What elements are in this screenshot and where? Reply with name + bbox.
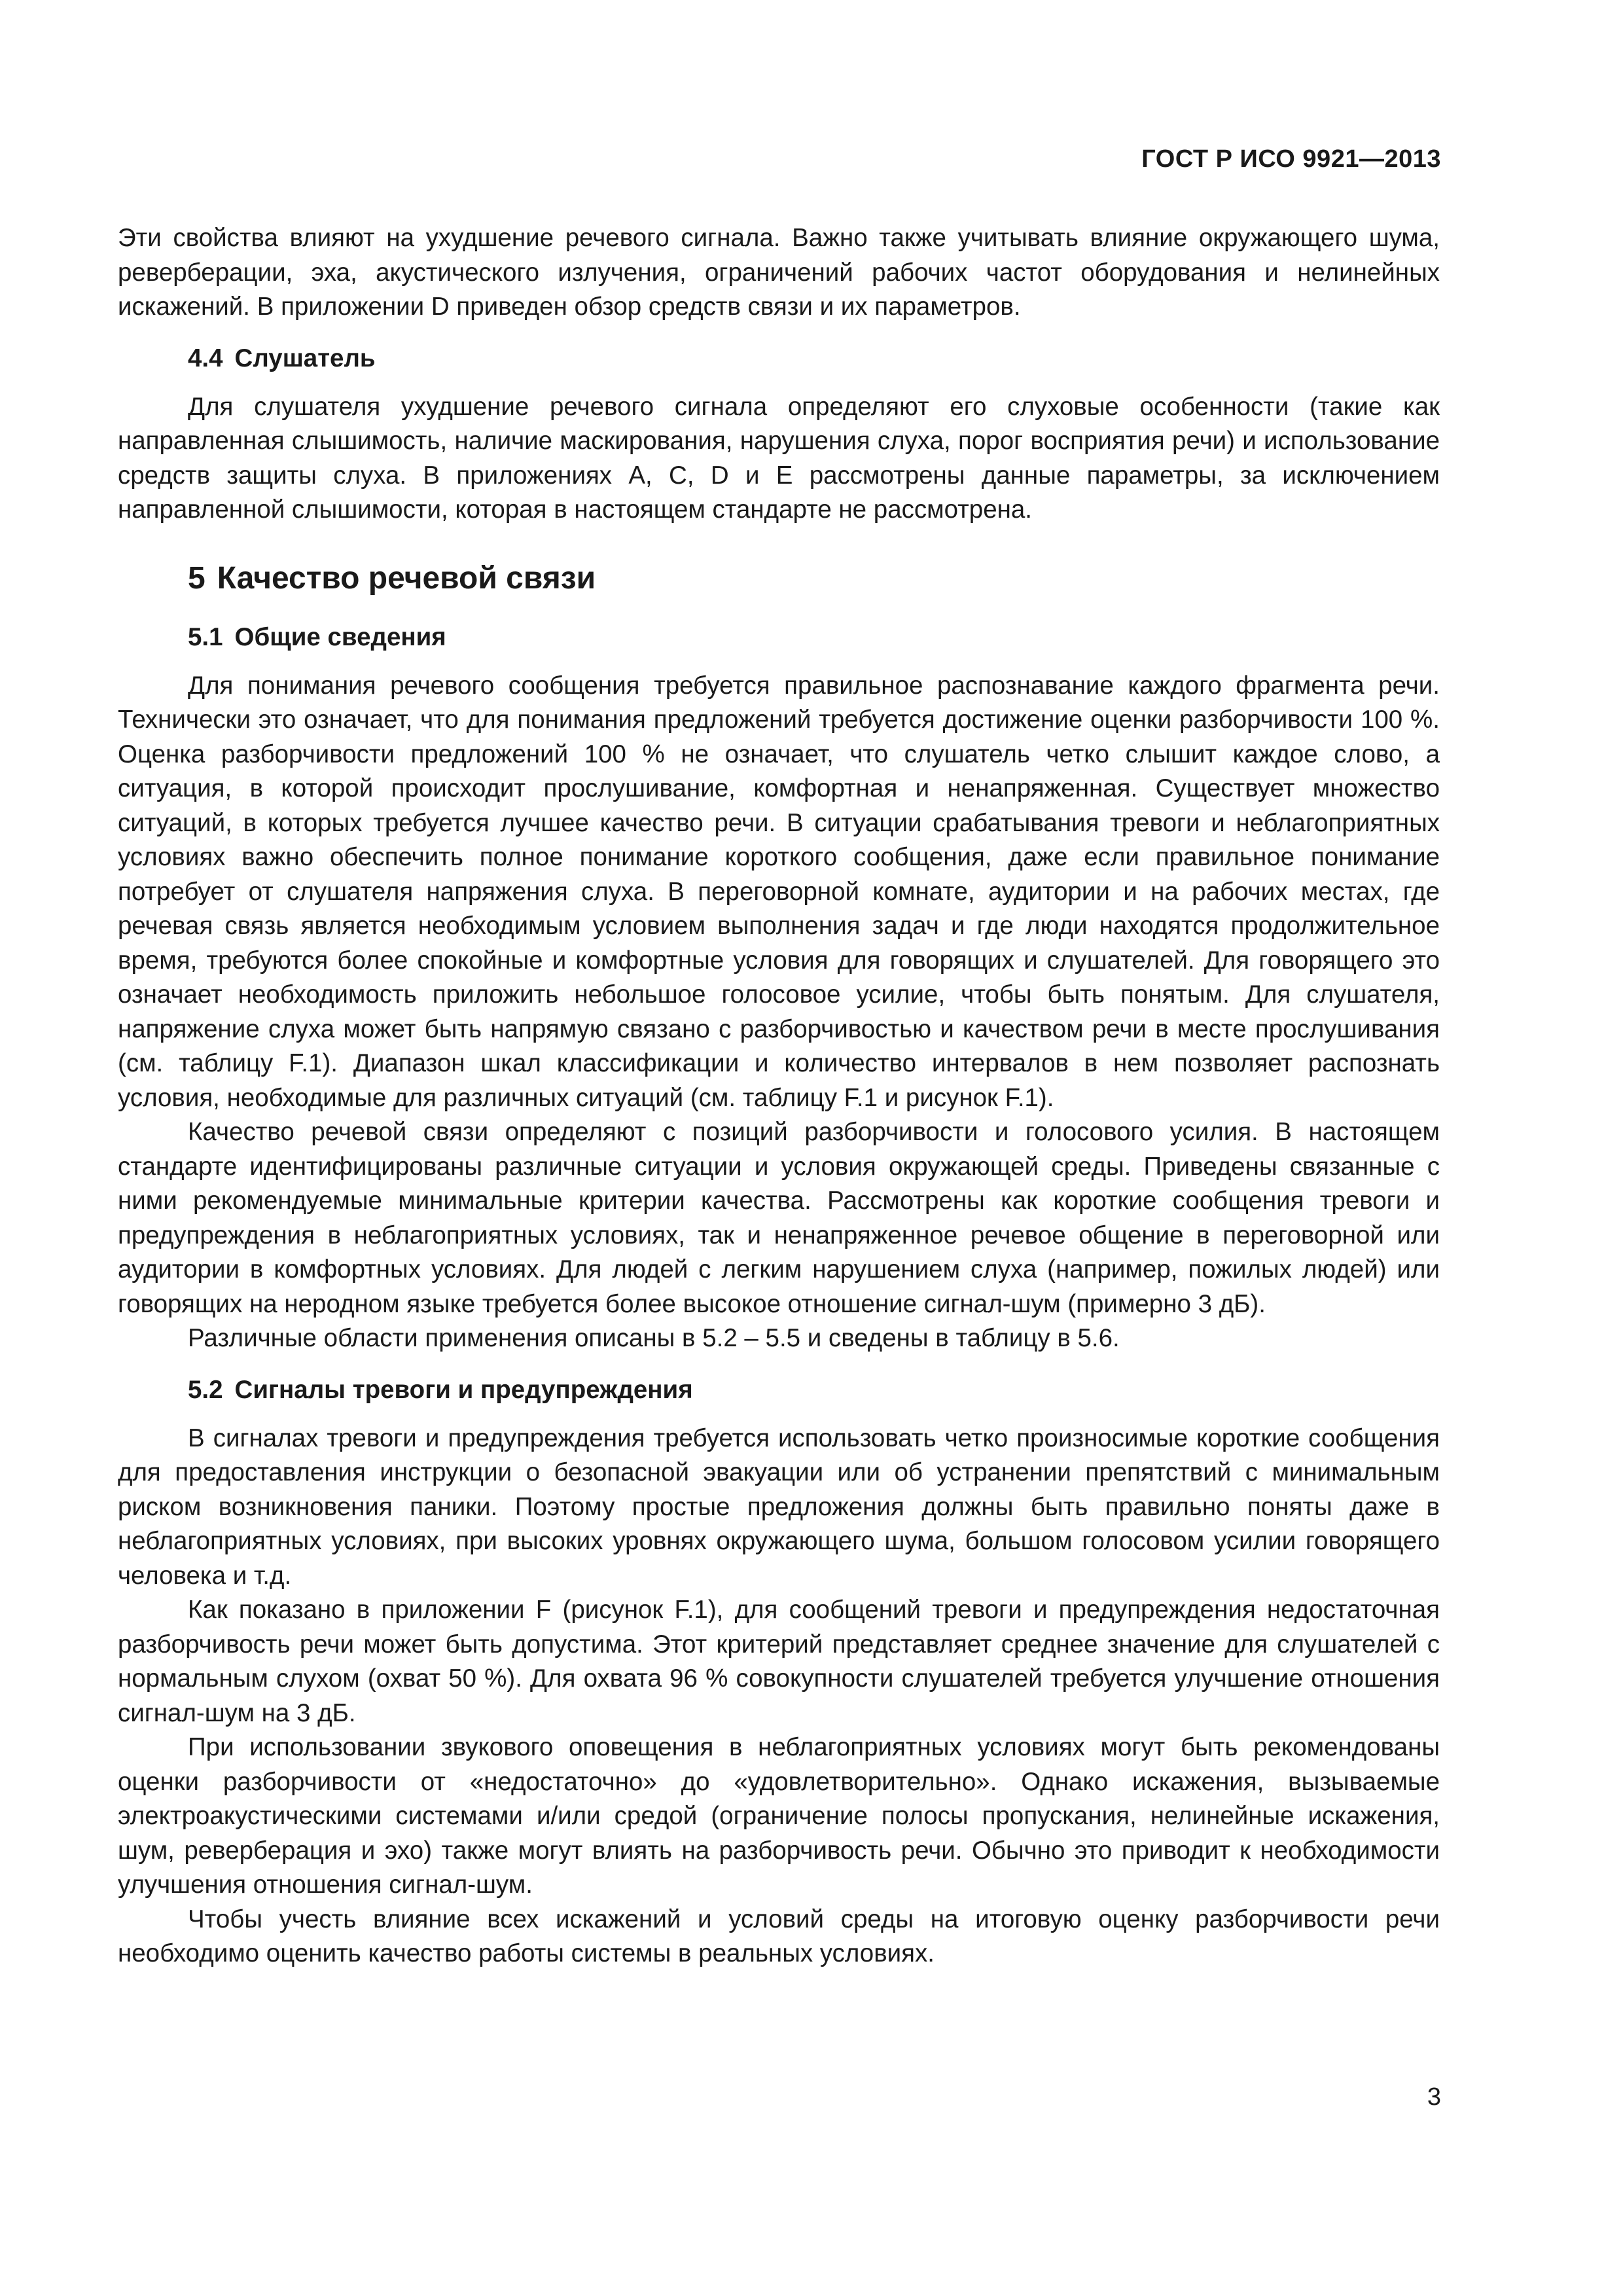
section-title: Общие сведения	[234, 622, 446, 651]
paragraph: Чтобы учесть влияние всех искажений и условий среды на итоговую оценку разборчивости речи необходимо оценить качество работы системы в реальных условиях.	[118, 1905, 1440, 1967]
page-content	[118, 137, 1440, 1971]
section-title: Слушатель	[234, 344, 376, 372]
paragraph: Качество речевой связи определяют с позиций разборчивости и голосового усилия. В настоящем стандарте идентифицированы различные ситуации и условия окружающей среды. Приведены связанные с ними рекомендуемые минимальные критерии качества. Рассмотрены как короткие сообщения тревоги и предупреждения в неблагоприятных условиях, так и ненапряженное речевое общение в переговорной или аудитории в комфортных условиях. Для людей с легким нарушением слуха (например, пожилых людей) или говорящих на неродном языке требуется более высокое отношение сигнал-шум (примерно 3 дБ).	[118, 1118, 1440, 1318]
paragraph: Для слушателя ухудшение речевого сигнала определяют его слуховые особенности (такие как направленная слышимость, наличие маскирования, нарушения слуха, порог восприятия речи) и использование средств защиты слуха. В приложениях А, С, D и Е рассмотрены данные параметры, за исключением направленной слышимости, которая в настоящем стандарте не рассмотрена.	[118, 392, 1440, 524]
section-number: 5.1	[188, 622, 223, 651]
intro-paragraph: Эти свойства влияют на ухудшение речевого сигнала. Важно также учитывать влияние окружающего шума, реверберации, эха, акустического излучения, ограничений рабочих частот оборудования и нелинейных искажений. В приложении D приведен обзор средств связи и их параметров.	[118, 224, 1440, 321]
section-title: Качество речевой связи	[217, 560, 596, 596]
paragraph: При использовании звукового оповещения в неблагоприятных условиях могут быть рекомендованы оценки разборчивости от «недостаточно» до «удовлетворительно». Однако искажения, вызываемые электроакустическими системами и/или средой (ограничение полосы пропускания, нелинейные искажения, шум, реверберация и эхо) также могут влиять на разборчивость речи. Обычно это приводит к необходимости улучшения отношения сигнал-шум.	[118, 1733, 1440, 1899]
section-number: 5.2	[188, 1375, 223, 1404]
section-heading-5-2	[188, 1373, 1440, 1407]
section-number: 5	[188, 560, 205, 596]
section-heading-5	[188, 559, 1440, 598]
paragraph: Для понимания речевого сообщения требуется правильное распознавание каждого фрагмента речи. Технически это означает, что для понимания предложений требуется достижение оценки разборчивости 100 %. Оценка разборчивости предложений 100 % не означает, что слушатель четко слышит каждое слово, а ситуация, в которой происходит прослушивание, комфортная и ненапряженная. Существует множество ситуаций, в которых требуется лучшее качество речи. В ситуации срабатывания тревоги и неблагоприятных условиях важно обеспечить полное понимание короткого сообщения, даже если правильное понимание потребует от слушателя напряжения слуха. В переговорной комнате, аудитории и на рабочих местах, где речевая связь является необходимым условием выполнения задач и где люди находятся продолжительное время, требуются более спокойные и комфортные условия для говорящих и слушателей. Для говорящего это означает необходимость приложить небольшое голосовое усилие, чтобы быть понятым. Для слушателя, напряжение слуха может быть напрямую связано с разборчивостью и качеством речи в месте прослушивания (см. таблицу F.1). Диапазон шкал классификации и количество интервалов в нем позволяет распознать условия, необходимые для различных ситуаций (см. таблицу F.1 и рисунок F.1).	[118, 671, 1440, 1112]
document-header: ГОСТ Р ИСО 9921—2013	[1141, 145, 1441, 173]
paragraph: Как показано в приложении F (рисунок F.1), для сообщений тревоги и предупреждения недостаточная разборчивость речи может быть допустима. Этот критерий представляет среднее значение для слушателей с нормальным слухом (охват 50 %). Для охвата 96 % совокупности слушателей требуется улучшение отношения сигнал-шум на 3 дБ.	[118, 1596, 1440, 1727]
paragraph: В сигналах тревоги и предупреждения требуется использовать четко произносимые короткие сообщения для предоставления инструкции о безопасной эвакуации или об устранении препятствий с минимальным риском возникновения паники. Поэтому простые предложения должны быть правильно поняты даже в неблагоприятных условиях, при высоких уровнях окружающего шума, большом голосовом усилии говорящего человека и т.д.	[118, 1424, 1440, 1590]
section-title: Сигналы тревоги и предупреждения	[234, 1375, 693, 1404]
section-heading-5-1	[188, 620, 1440, 655]
section-number: 4.4	[188, 344, 223, 372]
section-heading-4-4	[188, 342, 1440, 376]
page-number: 3	[1427, 2083, 1441, 2111]
paragraph: Различные области применения описаны в 5.2 – 5.5 и сведены в таблицу в 5.6.	[188, 1324, 1120, 1352]
